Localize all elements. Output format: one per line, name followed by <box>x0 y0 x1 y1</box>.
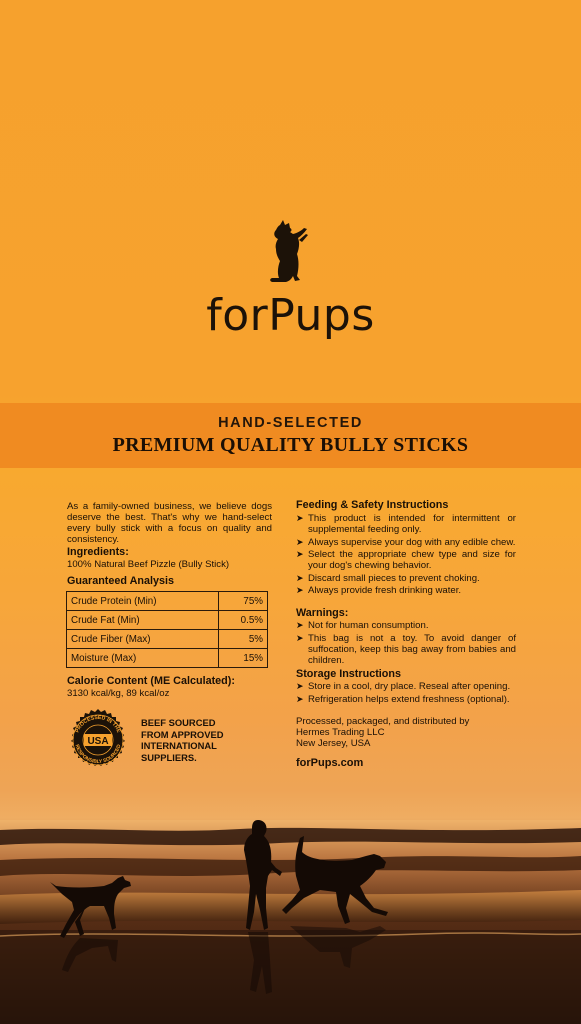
feeding-heading: Feeding & Safety Instructions <box>296 499 449 511</box>
beef-note-line: SUPPLIERS. <box>141 751 197 763</box>
banner-title: PREMIUM QUALITY BULLY STICKS <box>112 434 469 456</box>
analysis-label: Moisture (Max) <box>67 649 219 668</box>
list-item <box>296 620 516 631</box>
table-row <box>67 611 268 630</box>
dog-silhouette-icon <box>266 220 316 284</box>
arrow-bullet-icon: ➤ <box>296 513 304 523</box>
badge-center-text: USA <box>87 736 109 747</box>
arrow-bullet-icon: ➤ <box>296 681 304 691</box>
arrow-bullet-icon: ➤ <box>296 585 304 596</box>
distributor-location: New Jersey, USA <box>296 738 371 749</box>
beef-note-line: FROM APPROVED <box>141 728 224 740</box>
badge-bottom-text: RESPONSIBLY SOURCED <box>73 743 123 766</box>
list-item-text: Select the appropriate chew type and size for your dog's chewing behavior. <box>308 549 516 572</box>
list-item <box>296 537 516 548</box>
analysis-label: Crude Protein (Min) <box>67 592 219 611</box>
table-row <box>67 592 268 611</box>
list-item <box>296 681 516 692</box>
guaranteed-analysis-table <box>66 591 268 668</box>
analysis-value: 0.5% <box>219 611 268 630</box>
list-item <box>296 694 516 705</box>
intro-paragraph: As a family-owned business, we believe dogs deserve the best. That's why we hand-select every bully stick with a focus on quality and consistency. <box>67 501 272 545</box>
arrow-bullet-icon: ➤ <box>296 694 304 704</box>
badge-top-text: PROCESSED IN THE <box>74 714 122 734</box>
arrow-bullet-icon: ➤ <box>296 620 304 630</box>
arrow-bullet-icon: ➤ <box>296 549 304 560</box>
ingredients-value: 100% Natural Beef Pizzle (Bully Stick) <box>67 559 230 570</box>
table-row <box>67 649 268 668</box>
distributor-line: Processed, packaged, and distributed by <box>296 716 470 727</box>
list-item-text: Always supervise your dog with any edible chew. <box>308 536 516 548</box>
list-item <box>296 573 516 584</box>
usa-seal-icon <box>66 708 130 772</box>
ingredients-heading: Ingredients: <box>67 546 129 558</box>
beef-sourcing-note <box>141 717 241 763</box>
calorie-heading: Calorie Content (ME Calculated): <box>67 675 235 687</box>
warnings-list <box>296 620 516 667</box>
brand-logo-text: forPups <box>206 290 375 341</box>
beef-note-line: BEEF SOURCED <box>141 717 216 728</box>
list-item-text: Always provide fresh drinking water. <box>308 585 462 597</box>
list-item-text: Refrigeration helps extend freshness (optional). <box>308 694 510 705</box>
warnings-heading: Warnings: <box>296 607 349 619</box>
arrow-bullet-icon: ➤ <box>296 572 304 583</box>
list-item-text: Not for human consumption. <box>308 620 429 631</box>
distributor-info <box>296 716 516 749</box>
analysis-value: 15% <box>219 649 268 668</box>
analysis-label: Crude Fiber (Max) <box>67 630 219 649</box>
storage-list <box>296 681 516 707</box>
analysis-label: Crude Fat (Min) <box>67 611 219 630</box>
list-item <box>296 633 516 666</box>
arrow-bullet-icon: ➤ <box>296 536 304 547</box>
website-text: forPups.com <box>296 757 364 769</box>
arrow-bullet-icon: ➤ <box>296 632 304 643</box>
distributor-name: Hermes Trading LLC <box>296 727 385 738</box>
list-item-text: This bag is not a toy. To avoid danger of suffocation, keep this bag away from babies and children. <box>308 632 516 666</box>
feeding-list <box>296 513 516 598</box>
list-item <box>296 549 516 571</box>
list-item <box>296 513 516 535</box>
analysis-value: 75% <box>219 592 268 611</box>
list-item-text: This product is intended for intermittent or supplemental feeding only. <box>308 513 516 535</box>
list-item-text: Store in a cool, dry place. Reseal after opening. <box>308 681 511 692</box>
calorie-value: 3130 kcal/kg, 89 kcal/oz <box>67 688 170 699</box>
beach-sunset-scene <box>0 790 581 1024</box>
analysis-value: 5% <box>219 630 268 649</box>
list-item-text: Discard small pieces to prevent choking. <box>308 572 480 584</box>
guaranteed-analysis-heading: Guaranteed Analysis <box>67 575 175 587</box>
list-item <box>296 585 516 596</box>
storage-heading: Storage Instructions <box>296 668 401 680</box>
banner-subtitle: HAND-SELECTED <box>218 415 363 431</box>
beef-note-line: INTERNATIONAL <box>141 740 217 751</box>
table-row <box>67 630 268 649</box>
